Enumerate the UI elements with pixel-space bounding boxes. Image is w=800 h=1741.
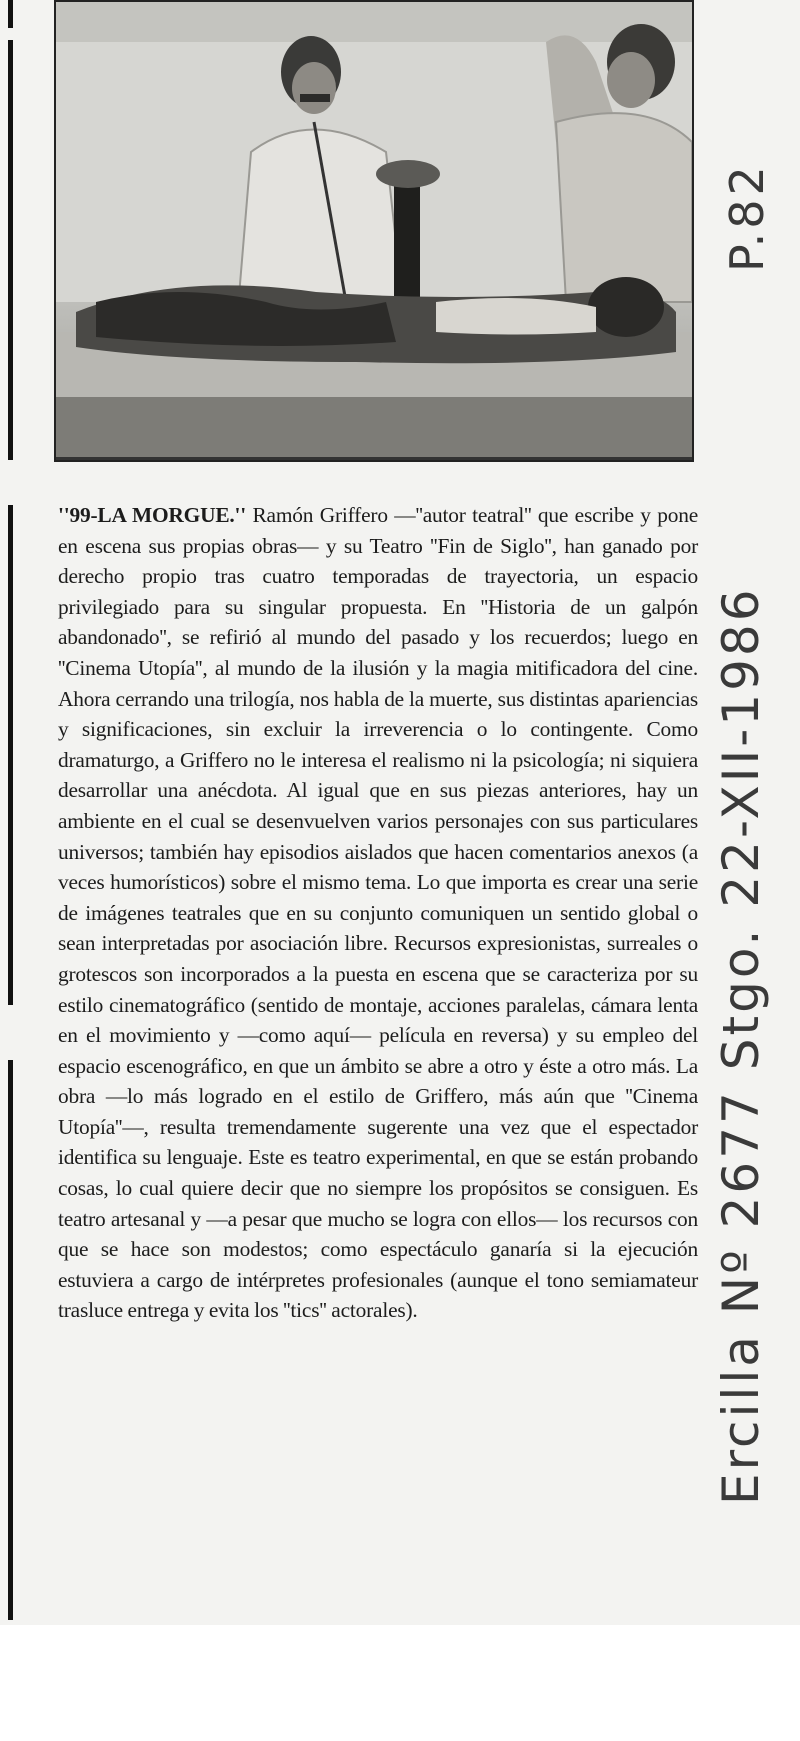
page-number-annotation: P.82 (720, 162, 774, 272)
article-body: Ramón Griffero —''autor teatral'' que escribe y pone en escena sus propias obras— y su Teatro ''Fin de Siglo'', han ganado por derecho propio tras cuatro temporadas de trayectoria, un espacio privilegiado para su singular propuesta. En ''Historia de un galpón abandonado'', se refirió al mundo del pasado y los recuerdos; luego en ''Cinema Utopía'', al mundo de la ilusión y la magia mitificadora del cine. Ahora cerrando una trilogía, nos habla de la muerte, sus distintas apariencias y significaciones, sin excluir la irreverencia o lo contingente. Como dramaturgo, a Griffero no le interesa el realismo ni la psicología; ni siquiera desarrollar una anécdota. Al igual que en sus piezas anteriores, hay un ambiente en el cual se desenvuelven varios personajes con sus particulares universos; también hay episodios aislados que hacen comentarios anexos (a veces humorísticos) sobre el mismo tema. Lo que importa es crear una serie de imágenes teatrales que en su conjunto comuniquen un sentido global o sean interpretadas por asociación libre. Recursos expresionistas, surreales o grotescos son incorporados a la puesta en escena que se caracteriza por su estilo cinematográfico (sentido de montaje, acciones paralelas, cámara lenta en el movimiento y —como aquí— película en reversa) y su empleo del espacio escenográfico, en que un ámbito se abre a otro y éste a otro más. La obra —lo más logrado en el estilo de Griffero, más aún que ''Cinema Utopía''—, resulta tremendamente sugerente una vez que el espectador identifica su lenguaje. Este es teatro experimental, en que se están probando cosas, lo cual quiere decir que no siempre los propósitos se consiguen. Es teatro artesanal y —a pesar que mucho se logra con ellos— los recursos con que se hace son modestos; como espectáculo ganaría si la ejecución estuviera a cargo de intérpretes profesionales (aunque el tono semiamateur trasluce entrega y evita los ''tics'' actorales). (58, 503, 698, 1323)
faint-stamp (270, 455, 740, 505)
photo-illustration (56, 2, 692, 460)
column-rule (8, 0, 13, 28)
column-rule (8, 40, 13, 460)
article-title: ''99-LA MORGUE.'' (58, 503, 247, 527)
source-date-annotation: Ercilla Nº 2677 Stgo. 22-XII-1986 (712, 586, 770, 1505)
column-rule (8, 1060, 13, 1620)
theatre-scene-photo (54, 0, 694, 462)
column-rule (8, 505, 13, 1005)
article-text (58, 500, 698, 1326)
